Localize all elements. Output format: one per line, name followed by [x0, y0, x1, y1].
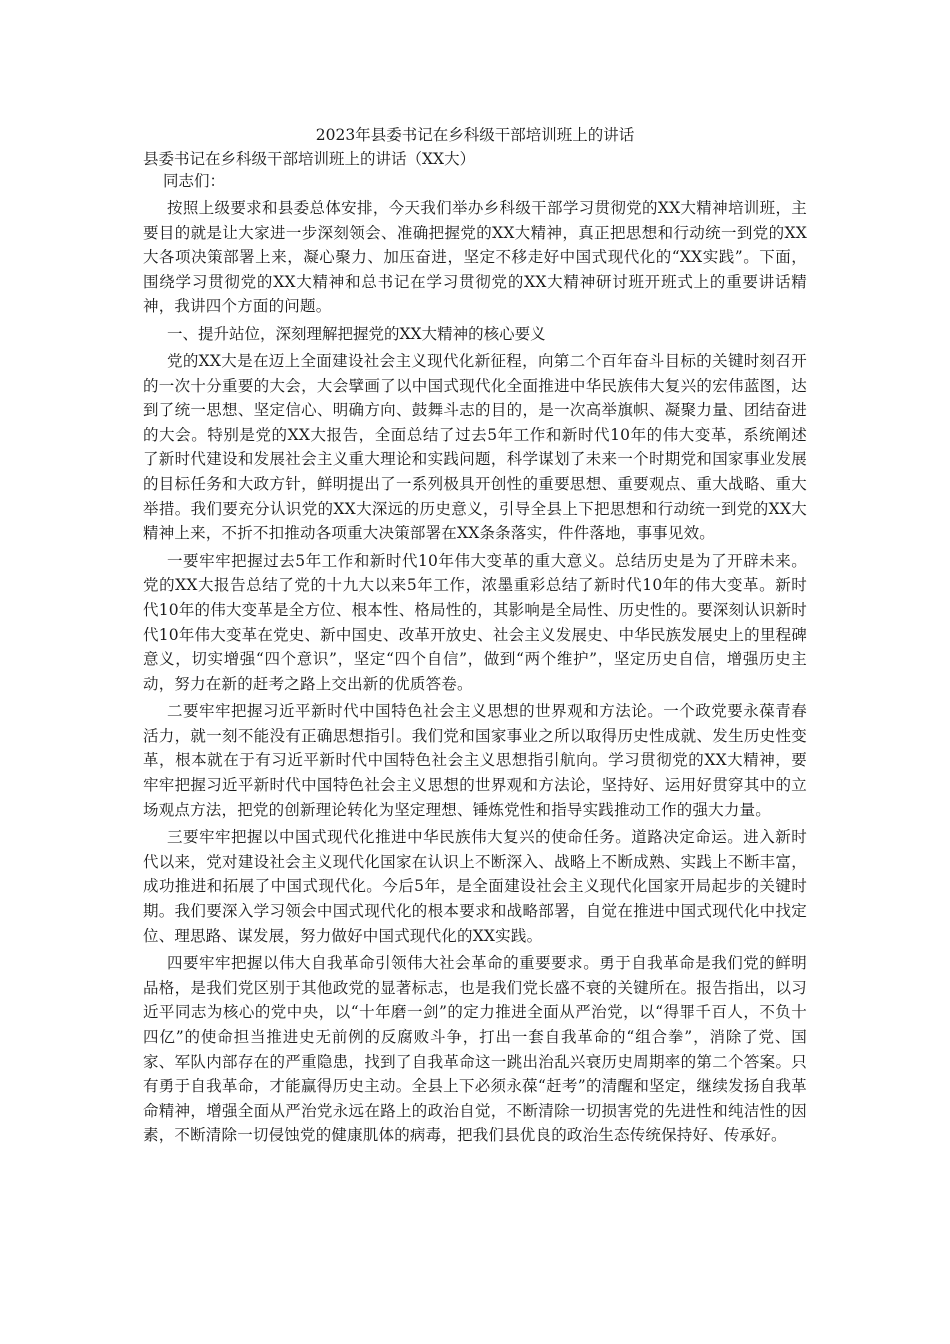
section-heading-1: 一、提升站位，深刻理解把握党的XX大精神的核心要义 [167, 324, 546, 343]
point-1-paragraph: 一要牢牢把握过去5年工作和新时代10年伟大变革的重大意义。总结历史是为了开辟未来。党的XX大报告总结了党的十九大以来5年工作，浓墨重彩总结了新时代10年的伟大变革。新时代10年的伟大变革是全方位、根本性、格局性的，其影响是全局性、历史性的。要深刻认识新时代10年伟大变革在党史、新中国史、改革开放史、社会主义发展史、中华民族发展史上的里程碑意义，切实增强“四个意识”，坚定“四个自信”，做到“两个维护”，坚定历史自信，增强历史主动，努力在新的赶考之路上交出新的优质答卷。 [143, 551, 807, 693]
point-3-paragraph: 三要牢牢把握以中国式现代化推进中华民族伟大复兴的使命任务。道路决定命运。进入新时代以来，党对建设社会主义现代化国家在认识上不断深入、战略上不断成熟、实践上不断丰富，成功推进和拓展了中国式现代化。今后5年，是全面建设社会主义现代化国家开局起步的关键时期。我们要深入学习领会中国式现代化的根本要求和战略部署，自觉在推进中国式现代化中找定位、理思路、谋发展，努力做好中国式现代化的XX实践。 [143, 828, 807, 945]
intro-paragraph: 按照上级要求和县委总体安排，今天我们举办乡科级干部学习贯彻党的XX大精神培训班，主要目的就是让大家进一步深刻领会、准确把握党的XX大精神，真正把思想和行动统一到党的XX大各项决策部署上来，凝心聚力、加压奋进，坚定不移走好中国式现代化的“XX实践”。下面，围绕学习贯彻党的XX大精神和总书记在学习贯彻党的XX大精神研讨班开班式上的重要讲话精神，我讲四个方面的问题。 [143, 199, 807, 316]
salutation: 同志们： [163, 172, 226, 190]
document-title: 2023年县委书记在乡科级干部培训班上的讲话 [315, 126, 635, 144]
point-2-paragraph: 二要牢牢把握习近平新时代中国特色社会主义思想的世界观和方法论。一个政党要永葆青春活力，就一刻不能没有正确思想指引。我们党和国家事业之所以取得历史性成就、发生历史性变革，根本就在于有习近平新时代中国特色社会主义思想指引航向。学习贯彻党的XX大精神，要牢牢把握习近平新时代中国特色社会主义思想的世界观和方法论，坚持好、运用好贯穿其中的立场观点方法，把党的创新理论转化为坚定理想、锤炼党性和指导实践推动工作的强大力量。 [143, 702, 807, 819]
section1-paragraph: 党的XX大是在迈上全面建设社会主义现代化新征程，向第二个百年奋斗目标的关键时刻召开的一次十分重要的大会，大会擘画了以中国式现代化全面推进中华民族伟大复兴的宏伟蓝图，达到了统一思想、坚定信心、明确方向、鼓舞斗志的目的，是一次高举旗帜、凝聚力量、团结奋进的大会。特别是党的XX大报告，全面总结了过去5年工作和新时代10年的伟大变革，系统阐述了新时代建设和发展社会主义重大理论和实践问题，科学谋划了未来一个时期党和国家事业发展的目标任务和大政方针，鲜明提出了一系列极具开创性的重要思想、重要观点、重大战略、重大举措。我们要充分认识党的XX大深远的历史意义，引导全县上下把思想和行动统一到党的XX大精神上来，不折不扣推动各项重大决策部署在XX条条落实，件件落地，事事见效。 [143, 351, 807, 543]
point-4-paragraph: 四要牢牢把握以伟大自我革命引领伟大社会革命的重要要求。勇于自我革命是我们党的鲜明品格，是我们党区别于其他政党的显著标志，也是我们党长盛不衰的关键所在。报告指出，以习近平同志为核心的党中央，以“十年磨一剑”的定力推进全面从严治党，以“得罪千百人，不负十四亿”的使命担当推进史无前例的反腐败斗争，打出一套自我革命的“组合拳”，消除了党、国家、军队内部存在的严重隐患，找到了自我革命这一跳出治乱兴衰历史周期率的第二个答案。只有勇于自我革命，才能赢得历史主动。全县上下必须永葆“赶考”的清醒和坚定，继续发扬自我革命精神，增强全面从严治党永远在路上的政治自觉，不断清除一切损害党的先进性和纯洁性的因素，不断清除一切侵蚀党的健康肌体的病毒，把我们县优良的政治生态传统保持好、传承好。 [143, 954, 807, 1145]
document-page [143, 124, 807, 1151]
document-subtitle: 县委书记在乡科级干部培训班上的讲话（XX大） [143, 150, 476, 168]
